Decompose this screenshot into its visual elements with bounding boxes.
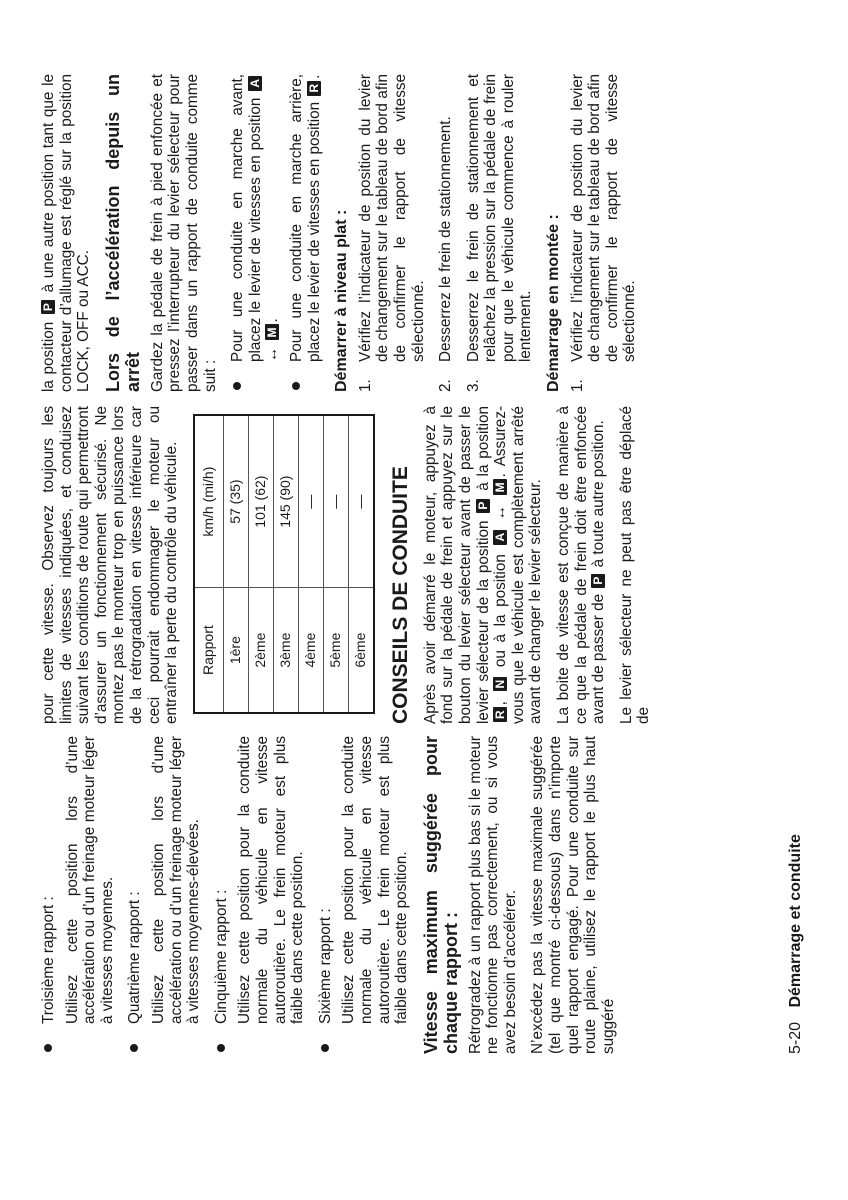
- step-number: 2.: [437, 379, 455, 392]
- third-gear-title: Troisième rapport :: [40, 896, 57, 1024]
- table-row: [323, 415, 348, 713]
- bullet-icon: [321, 1044, 329, 1052]
- text-run: ou à la position: [492, 554, 510, 668]
- bullet-icon: [44, 1044, 52, 1052]
- speed-limits-paragraph: pour cette vitesse. Observez toujours les limites de vitesses indiquées, et conduisez suivant les conditions de route qui permettront d’assurer un fonctionnement sécurisé. Ne montez pas le monteur trop en puissance lors de la rétrogradation en vitesse inférieure car ceci pourrait endommager le moteur ou entraîner la perte du contrôle du véhicule.: [40, 406, 181, 724]
- speed-cell: 101 (62): [248, 415, 273, 588]
- text-run: Pour une conduite en marche avant, placez le levier de vitesses en position: [229, 74, 264, 362]
- step-text: Desserrez le frein de stationnement.: [437, 116, 455, 362]
- speed-cell: —: [348, 415, 374, 588]
- list-item: [357, 74, 427, 392]
- bullet-icon: [292, 382, 300, 390]
- position-a-icon: A: [248, 76, 262, 91]
- step-number: 3.: [464, 379, 482, 392]
- page-footer: [786, 834, 806, 1054]
- section-title: Démarrage et conduite: [787, 834, 804, 1008]
- position-r-icon: R: [493, 707, 507, 722]
- table-row: [248, 415, 273, 713]
- table-row: [348, 415, 374, 713]
- ignition-paragraph: [40, 74, 93, 392]
- list-item: [40, 736, 58, 1054]
- list-item: [437, 74, 455, 392]
- hill-start-heading: Démarrage en montée :: [545, 214, 563, 392]
- position-m-icon: M: [265, 324, 279, 340]
- gear-cell: 4ème: [298, 588, 323, 713]
- step-number: 1.: [356, 379, 374, 392]
- table-header-row: [194, 415, 224, 713]
- position-r-icon: R: [307, 81, 321, 96]
- position-n-icon: N: [493, 677, 507, 692]
- text-run: la position: [40, 321, 57, 392]
- list-item: [288, 74, 323, 392]
- text-run: La boite de vitesse est conçue de manière à ce que la pédale de frein doit être enfoncée avant de passer de: [554, 406, 608, 724]
- lever-paragraph: Le levier sélecteur ne peut pas être déplacé de: [617, 406, 653, 724]
- speed-cell: —: [323, 415, 348, 588]
- table-row: [298, 415, 323, 713]
- text-run: .: [305, 74, 323, 79]
- gear-cell: 3ème: [273, 588, 298, 713]
- list-item: [317, 736, 335, 1054]
- step-text: Desserrez le frein de stationnement et relâchez la pression sur la pédale de frein pour que le véhicule commence à rouler lentement.: [464, 74, 535, 362]
- step-number: 1.: [568, 379, 586, 392]
- fourth-gear-text: Utilisez cette position lors d’une accélération ou d’un freinage moteur léger à vitesses moyennes-élevées.: [149, 736, 203, 1024]
- column-header-speed: km/h (mi/h): [194, 415, 224, 588]
- third-gear-text: Utilisez cette position lors d’une accélération ou d’un freinage moteur léger à vitesses moyennes.: [63, 736, 116, 1024]
- speed-cell: 145 (90): [273, 415, 298, 588]
- text-run: .: [264, 318, 282, 323]
- bullet-icon: [233, 382, 241, 390]
- page-number: 5-20: [787, 1021, 804, 1054]
- text-run: Pour une conduite en marche arrière, placez le levier de vitesses en position: [287, 74, 323, 362]
- driving-tips-heading: CONSEILS DE CONDUITE: [388, 466, 412, 724]
- fourth-gear-title: Quatrième rapport :: [126, 891, 144, 1024]
- position-p-icon: P: [591, 574, 605, 588]
- list-item: [229, 74, 282, 392]
- fifth-gear-title: Cinquième rapport :: [212, 889, 230, 1024]
- flat-start-heading: Démarrer à niveau plat :: [333, 209, 351, 392]
- max-speed-paragraph: N’excédez pas la vitesse maximale suggérée (tel que montré ci-dessous) dans n’importe quel rapport engagé. Pour une conduite sur route plaine, utilisez le rapport le plus haut suggéré: [529, 736, 617, 1054]
- gear-cell: 2ème: [248, 588, 273, 713]
- fifth-gear-text: Utilisez cette position pour la conduite normale du véhicule en vitesse autoroutière. Le frein moteur est plus faible dans cette position.: [236, 736, 307, 1024]
- max-speed-heading: Vitesse maximum suggérée pour chaque rapport :: [420, 736, 461, 1054]
- column-2: [40, 406, 663, 724]
- table-row: [223, 415, 248, 713]
- gear-cell: 6ème: [348, 588, 374, 713]
- sixth-gear-text: Utilisez cette position pour la conduite normale du véhicule en vitesse autoroutière. Le frein moteur est plus faible dans cette position.: [340, 736, 411, 1024]
- text-run: à une autre position tant que le contacteur d’allumage est réglé sur la position LOCK, OFF ou ACC.: [40, 74, 93, 392]
- text-run: à la position: [474, 405, 492, 491]
- column-header-gear: Rapport: [194, 588, 224, 713]
- position-m-icon: M: [493, 479, 507, 495]
- text-run: ,: [492, 701, 510, 706]
- step-text: Vérifiez l’indicateur de position du levier de changement sur le tableau de bord afin de confirmer le rapport de vitesse sélectionné.: [568, 74, 639, 362]
- bullet-icon: [130, 1044, 138, 1052]
- arrow-icon: ↔: [492, 504, 510, 521]
- position-p-icon: P: [476, 499, 490, 513]
- step-text: Vérifiez l’indicateur de position du levier de changement sur le tableau de bord afin de confirmer le rapport de vitesse sélectionné.: [356, 74, 427, 362]
- text-run: à toute autre position.: [590, 420, 608, 568]
- column-1: [40, 736, 627, 1054]
- selector-paragraph: [422, 406, 545, 724]
- position-a-icon: A: [493, 530, 507, 545]
- gear-cell: 1ère: [223, 588, 248, 713]
- table-row: [273, 415, 298, 713]
- gearbox-paragraph: [555, 406, 608, 724]
- gear-cell: 5ème: [323, 588, 348, 713]
- bullet-icon: [217, 1044, 225, 1052]
- text-run: Après avoir démarré le moteur, appuyez à fond sur la pédale de frein et appuyez sur le bouton du levier sélecteur avant de passer le levier sélecteur de la position: [421, 406, 492, 724]
- speed-cell: 57 (35): [223, 415, 248, 588]
- list-item: [569, 74, 639, 392]
- sixth-gear-title: Sixième rapport :: [316, 908, 334, 1024]
- list-item: [465, 74, 535, 392]
- max-speed-table: [193, 414, 375, 714]
- speed-cell: —: [298, 415, 323, 588]
- acceleration-heading: Lors de l’accélération depuis un arrêt: [102, 74, 143, 392]
- text-run: . Assurez-vous que le véhicule est complètement arrêté avant de changer le levier sélecteur.: [492, 405, 545, 724]
- position-p-icon: P: [41, 300, 55, 314]
- arrow-icon: ↔: [264, 346, 282, 362]
- column-3: [40, 74, 649, 392]
- acceleration-paragraph: Gardez la pédale de frein à pied enfoncée et pressez l’interrupteur du levier sélecteur pour passer dans un rapport de conduite comme suit :: [148, 74, 219, 392]
- list-item: [126, 736, 144, 1054]
- downshift-paragraph: Rétrogradez à un rapport plus bas si le moteur ne fonctionne pas correctement, ou si vous avez besoin d’accélérer.: [466, 736, 519, 1054]
- list-item: [213, 736, 231, 1054]
